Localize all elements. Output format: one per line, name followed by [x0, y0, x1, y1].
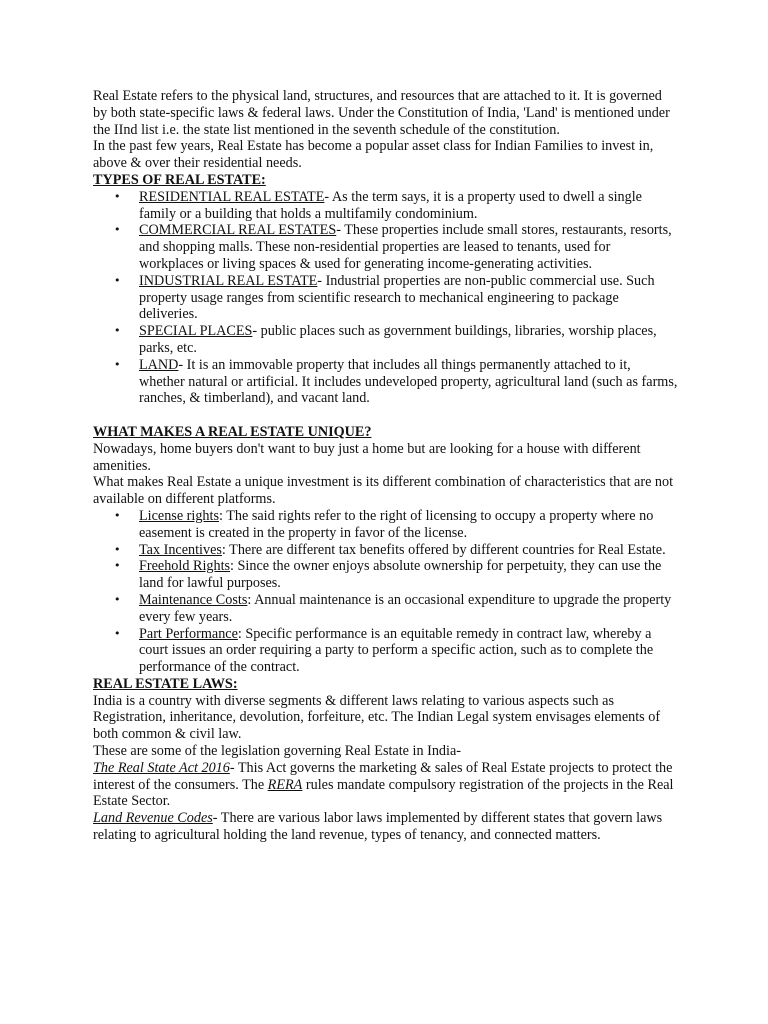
list-item-term: Tax Incentives — [139, 541, 222, 558]
act-term: The Real State Act 2016 — [93, 759, 230, 776]
codes-term: Land Revenue Codes — [93, 810, 213, 827]
act-text: - This Act governs the marketing & sales of Real Estate projects to protect the interest of the consumers. The — [93, 759, 673, 793]
list-item — [93, 626, 678, 676]
unique-heading: WHAT MAKES A REAL ESTATE UNIQUE? — [93, 423, 372, 440]
list-item-text: - public places such as government buildings, libraries, worship places, parks, etc. — [139, 323, 657, 356]
list-item-text: : Since the owner enjoys absolute ownership for perpetuity, they can use the land for lawful purposes. — [139, 558, 662, 592]
laws-paragraph: India is a country with diverse segments & different laws relating to various aspects such as Registration, inheritance, devolution, forfeiture, etc. The Indian Legal system envisages elements of both common & civil law. — [93, 692, 661, 743]
list-item-text: : Specific performance is an equitable remedy in contract law, whereby a court issues an order requiring a party to perform a specific action, such as to complete the performance of the contract. — [139, 625, 654, 676]
types-list — [93, 189, 678, 407]
list-item-text: : Annual maintenance is an occasional expenditure to upgrade the property every few years. — [139, 591, 672, 625]
codes-text: - There are various labor laws implemented by different states that govern laws relating to agricultural holding the land revenue, types of tenancy, and connected matters. — [93, 810, 663, 844]
intro-paragraph-2: In the past few years, Real Estate has become a popular asset class for Indian Families to invest in, above & over their residential needs. — [93, 138, 654, 172]
list-item — [93, 357, 678, 407]
list-item-term: COMMERCIAL REAL ESTATES — [139, 222, 337, 239]
list-item-term: Part Performance — [139, 625, 238, 642]
spacer — [93, 407, 678, 424]
list-item — [93, 508, 678, 542]
list-item-term: RESIDENTIAL REAL ESTATE — [139, 188, 325, 205]
rera-term: RERA — [267, 776, 303, 793]
document-page — [93, 88, 678, 844]
unique-list — [93, 508, 678, 676]
list-item-text: : The said rights refer to the right of licensing to occupy a property where no easement is created in the property in favor of the license. — [139, 507, 654, 541]
list-item — [93, 189, 678, 223]
act-text-2: rules mandate compulsory registration of the projects in the Real Estate Sector. — [93, 776, 674, 810]
list-item — [93, 592, 678, 626]
list-item — [93, 323, 678, 357]
laws-heading: REAL ESTATE LAWS: — [93, 675, 238, 692]
list-item-text: - These properties include small stores, restaurants, resorts, and shopping malls. These non-residential properties are leased to tenants, used for workplaces or living spaces & used for generating income-generating activities. — [139, 222, 672, 272]
act-paragraph — [93, 760, 678, 810]
list-item-term: Freehold Rights — [139, 558, 231, 575]
list-item-text: - It is an immovable property that includes all things permanently attached to it, whether natural or artificial. It includes undeveloped property, agricultural land (such as farms, ranches, & timberland), and vacant land. — [139, 356, 678, 407]
list-item-term: Maintenance Costs — [139, 591, 248, 608]
list-item-term: SPECIAL PLACES — [139, 323, 253, 340]
list-item — [93, 273, 678, 323]
list-item — [93, 222, 678, 272]
list-item-term: LAND — [139, 356, 179, 373]
laws-paragraph-2: These are some of the legislation governing Real Estate in India- — [93, 743, 461, 760]
list-item — [93, 558, 678, 592]
types-heading: TYPES OF REAL ESTATE: — [93, 171, 266, 188]
list-item-term: License rights — [139, 507, 219, 524]
intro-paragraph: Real Estate refers to the physical land, structures, and resources that are attached to it. It is governed by both state-specific laws & federal laws. Under the Constitution of India, 'Land' is mentioned under the IInd list i.e. the state list mentioned in the seventh schedule of the constitution. — [93, 88, 670, 138]
list-item-term: INDUSTRIAL REAL ESTATE — [139, 272, 318, 289]
unique-paragraph-2: What makes Real Estate a unique investment is its different combination of characteristics that are not available on different platforms. — [93, 474, 674, 508]
list-item-text: : There are different tax benefits offered by different countries for Real Estate. — [221, 541, 666, 558]
list-item — [93, 542, 678, 559]
codes-paragraph — [93, 810, 678, 844]
list-item-text: - As the term says, it is a property used to dwell a single family or a building that holds a multifamily condominium. — [139, 188, 642, 222]
list-item-text: - Industrial properties are non-public commercial use. Such property usage ranges from scientific research to mechanical engineering to package deliveries. — [139, 272, 655, 323]
unique-paragraph: Nowadays, home buyers don't want to buy just a home but are looking for a house with different amenities. — [93, 440, 641, 474]
